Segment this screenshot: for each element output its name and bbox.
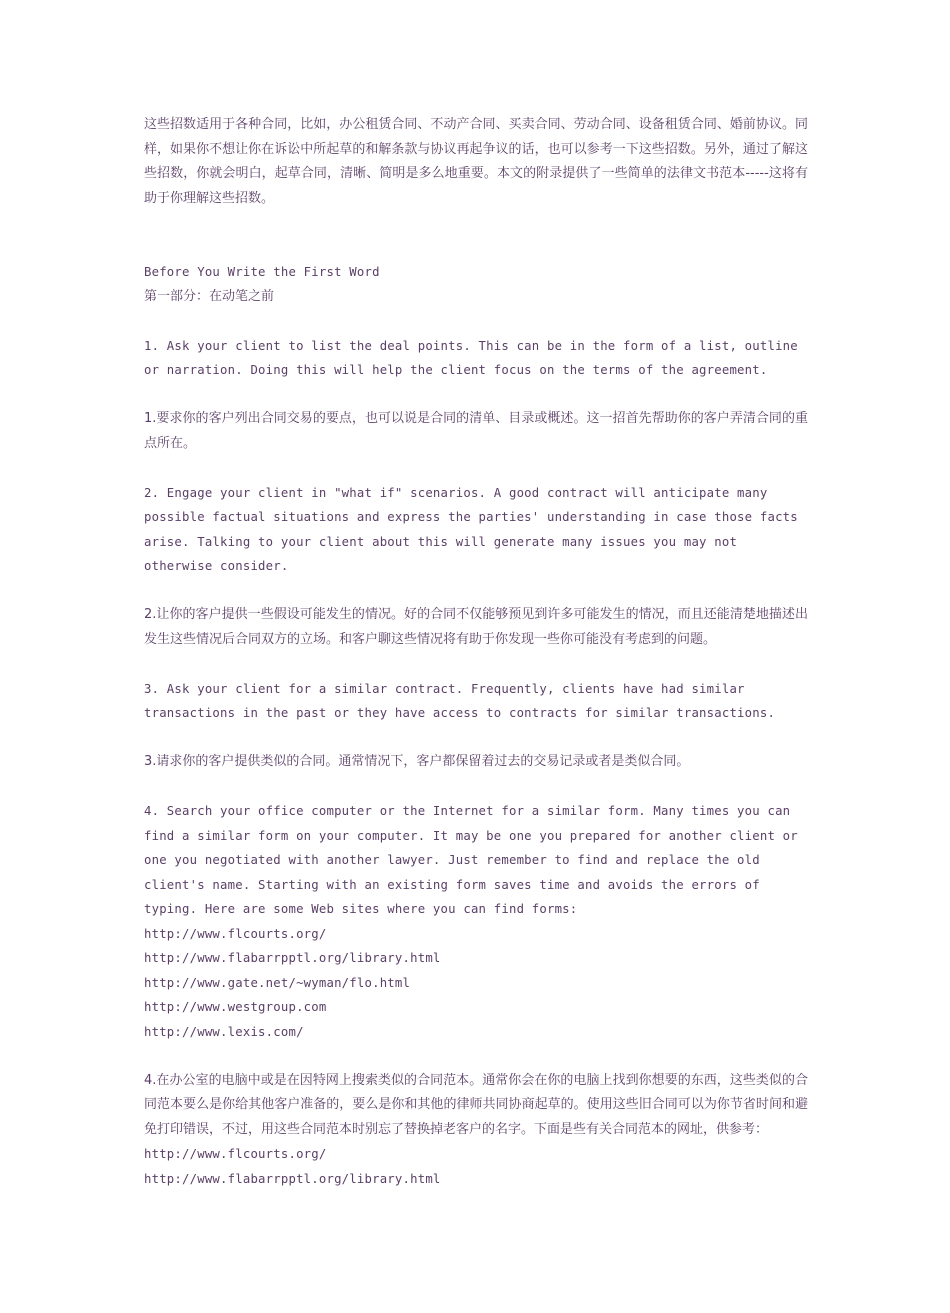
section-title-cn: 第一部分：在动笔之前 (144, 288, 275, 304)
link-list-cn (144, 1142, 808, 1191)
tip-1-cn: 1.要求你的客户列出合同交易的要点，也可以说是合同的清单、目录或概述。这一招首先帮助你的客户弄清合同的重点所在。 (144, 411, 808, 451)
link-westgroup[interactable]: http://www.westgroup.com (144, 1000, 327, 1014)
section-title-en: Before You Write the First Word (144, 265, 380, 279)
link-list-en (144, 922, 808, 1045)
spacer (144, 579, 808, 604)
link-flcourts-cn[interactable]: http://www.flcourts.org/ (144, 1147, 327, 1161)
document-body (144, 113, 808, 1191)
tip-4-cn: 4.在办公室的电脑中或是在因特网上搜索类似的合同范本。通常你会在你的电脑上找到你想要的东西，这些类似的合同范本要么是你给其他客户准备的，要么是你和其他的律师共同协商起草的。使用这些旧合同可以为你节省时间和避免打印错误，不过，用这些合同范本时别忘了替换掉老客户的名字。下面是些有关合同范本的网址，供参考： (144, 1072, 808, 1137)
spacer (144, 726, 808, 751)
link-flabarrpptl-cn[interactable]: http://www.flabarrpptl.org/library.html (144, 1171, 441, 1186)
link-flcourts[interactable]: http://www.flcourts.org/ (144, 926, 327, 941)
link-lexis[interactable]: http://www.lexis.com/ (144, 1024, 304, 1039)
tip-3-cn: 3.请求你的客户提供类似的合同。通常情况下，客户都保留着过去的交易记录或者是类似合同。 (144, 754, 690, 769)
tip-3-en: 3. Ask your client for a similar contract. Frequently, clients have had similar transactions in the past or they have access to contracts for similar transactions. (144, 681, 776, 720)
intro-paragraph: 这些招数适用于各种合同，比如，办公租赁合同、不动产合同、买卖合同、劳动合同、设备租赁合同、婚前协议。同样，如果你不想让你在诉讼中所起草的和解条款与协议再起争议的话，也可以参考一下这些招数。另外，通过了解这些招数，你就会明白，起草合同，清晰、简明是多么地重要。本文的附录提供了一些简单的法律文书范本-----这将有助于你理解这些招数。 (144, 117, 808, 206)
tip-1-en: 1. Ask your client to list the deal points. This can be in the form of a list, outline or narration. Doing this will help the client focus on the terms of the agreement. (144, 338, 798, 377)
tip-4-en: 4. Search your office computer or the Internet for a similar form. Many times you can find a similar form on your computer. It may be one you prepared for another client or one you negotiated with another lawyer. Just remember to find and replace the old client's name. Starting with an existing form saves time and avoids the errors of typing. Here are some Web sites where you can find forms: (144, 804, 798, 916)
tip-2-cn: 2.让你的客户提供一些假设可能发生的情况。好的合同不仅能够预见到许多可能发生的情况，而且还能清楚地描述出发生这些情况后合同双方的立场。和客户聊这些情况将有助于你发现一些你可能没有考虑到的问题。 (144, 607, 808, 647)
spacer (144, 775, 808, 800)
spacer (144, 1044, 808, 1069)
link-gate-wyman[interactable]: http://www.gate.net/~wyman/flo.html (144, 975, 411, 990)
tip-2-en: 2. Engage your client in "what if" scenarios. A good contract will anticipate many possible factual situations and express the parties' understanding in case those facts arise. Talking to your client about this will generate many issues you may not otherwise consider. (144, 485, 798, 573)
spacer (144, 652, 808, 677)
spacer (144, 309, 808, 334)
link-flabarrpptl[interactable]: http://www.flabarrpptl.org/library.html (144, 951, 441, 965)
spacer (144, 456, 808, 481)
spacer (144, 211, 808, 260)
spacer (144, 383, 808, 408)
